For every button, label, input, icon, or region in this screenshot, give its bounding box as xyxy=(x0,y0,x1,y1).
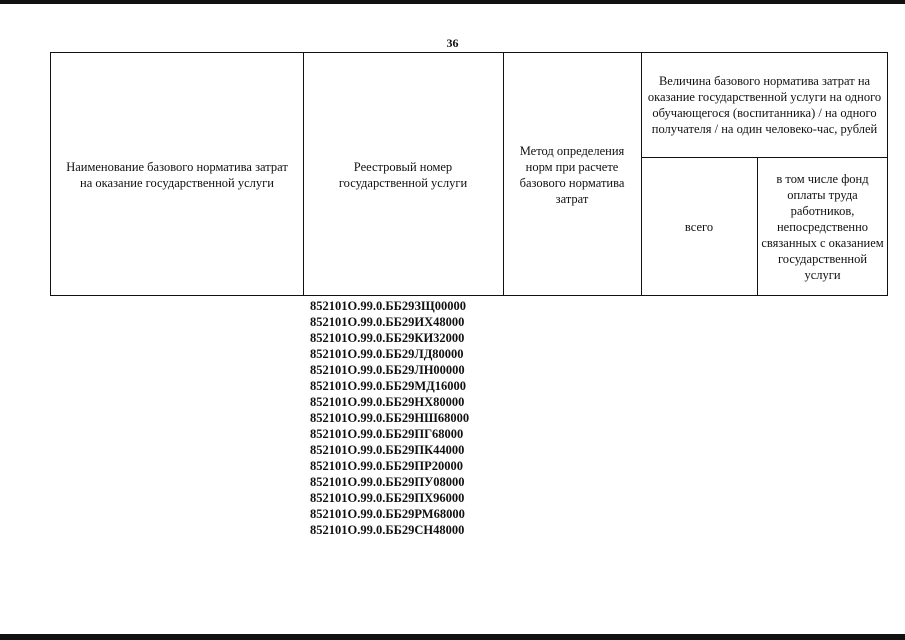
scan-top-edge xyxy=(0,0,905,4)
registry-code: 852101О.99.0.ББ29РМ68000 xyxy=(310,507,465,521)
header-cell-total: всего xyxy=(684,219,714,234)
registry-code: 852101О.99.0.ББ29ПК44000 xyxy=(310,443,465,457)
registry-code: 852101О.99.0.ББ29КИ32000 xyxy=(310,331,465,345)
page-number: 36 xyxy=(446,36,459,50)
scan-bottom-edge xyxy=(0,634,905,640)
registry-code: 852101О.99.0.ББ29ПХ96000 xyxy=(310,491,465,505)
header-cell-payroll: в том числе фонд оплаты труда работников, непосредственно связанных с оказанием государственной услуги xyxy=(761,171,884,282)
header-cell-name: Наименование базового норматива затрат на оказание государственной услуги xyxy=(66,160,288,190)
header-cell-value-group: Величина базового норматива затрат на оказание государственной услуги на одного обучающегося (воспитанника) / на одного получателя / на один человеко-час, рублей xyxy=(647,74,882,136)
registry-code: 852101О.99.0.ББ29МД16000 xyxy=(310,379,467,393)
header-cell-method: Метод определения норм при расчете базового норматива затрат xyxy=(519,144,625,206)
registry-code: 852101О.99.0.ББ29ПУ08000 xyxy=(310,475,465,489)
registry-code: 852101О.99.0.ББ29ЛН00000 xyxy=(310,363,465,377)
registry-code: 852101О.99.0.ББ29НШ68000 xyxy=(310,411,470,425)
registry-code: 852101О.99.0.ББ29ИХ48000 xyxy=(310,315,465,329)
registry-code: 852101О.99.0.ББ29СН48000 xyxy=(310,523,465,537)
registry-code: 852101О.99.0.ББ29ЗЩ00000 xyxy=(310,299,466,313)
registry-code: 852101О.99.0.ББ29НХ80000 xyxy=(310,395,465,409)
registry-code-list xyxy=(310,298,469,538)
registry-code: 852101О.99.0.ББ29ЛД80000 xyxy=(310,347,464,361)
registry-code: 852101О.99.0.ББ29ПГ68000 xyxy=(310,427,464,441)
header-cell-registry: Реестровый номер государственной услуги xyxy=(338,160,468,190)
registry-code: 852101О.99.0.ББ29ПР20000 xyxy=(310,459,463,473)
table-header xyxy=(50,52,888,296)
